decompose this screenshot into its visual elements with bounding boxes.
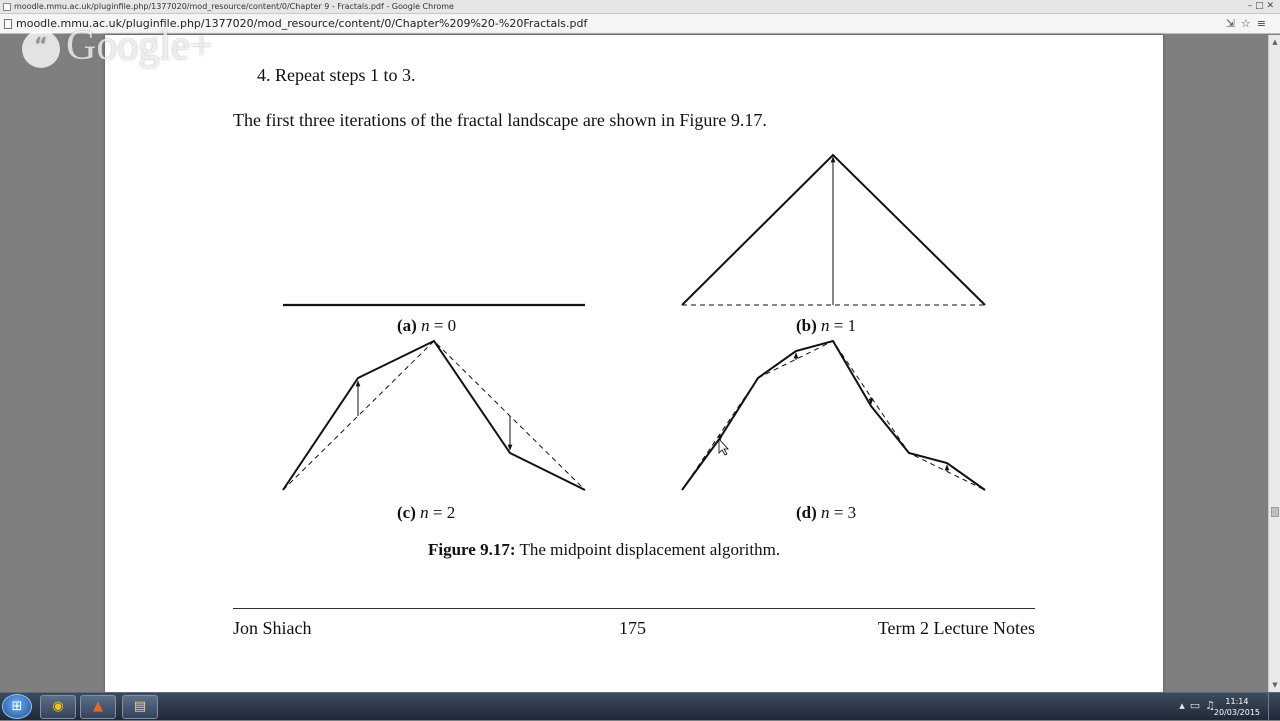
document-icon xyxy=(4,19,12,29)
landscape-line xyxy=(283,341,585,490)
matlab-icon: ▲ xyxy=(93,699,103,714)
show-desktop-button[interactable] xyxy=(1268,693,1280,721)
footer-title: Term 2 Lecture Notes xyxy=(877,618,1035,638)
url-text[interactable]: moodle.mmu.ac.uk/pluginfile.php/1377020/mod_resource/content/0/Chapter%209%20-%20Fractals.pdf xyxy=(16,17,588,30)
window-controls[interactable]: – □ ✕ xyxy=(1247,1,1274,11)
scrollbar-thumb[interactable] xyxy=(1271,507,1279,517)
windows-taskbar xyxy=(0,692,1280,720)
footer-divider xyxy=(233,608,1035,609)
google-plus-overlay xyxy=(22,22,213,72)
panel-d-caption: (d) n = 3 xyxy=(796,503,857,522)
footer-author: Jon Shiach xyxy=(233,618,312,638)
address-bar-icons[interactable]: ⇲☆≡ xyxy=(1225,17,1272,30)
chrome-icon: ◉ xyxy=(52,699,64,714)
figure-caption xyxy=(428,540,780,560)
panel-b-caption: (b) n = 1 xyxy=(796,316,857,335)
start-button[interactable] xyxy=(2,694,32,719)
vertical-scrollbar[interactable] xyxy=(1268,35,1280,692)
google-plus-logo: Google+ xyxy=(66,23,214,69)
system-tray-icons[interactable]: ▴▭♫ xyxy=(1179,699,1220,712)
scroll-up-icon[interactable]: ▲ xyxy=(1272,38,1278,46)
taskbar-matlab-button[interactable] xyxy=(80,695,116,719)
figure-caption-text: The midpoint displacement algorithm. xyxy=(519,540,781,559)
clock-time: 11:14 xyxy=(1225,697,1249,706)
window-title-bar xyxy=(0,0,1280,14)
window-title: moodle.mmu.ac.uk/pluginfile.php/1377020/mod_resource/content/0/Chapter 9 - Fractals.pdf - Google Chrome xyxy=(14,2,454,11)
taskbar-explorer-button[interactable] xyxy=(122,695,158,719)
panel-c-n2 xyxy=(283,341,585,490)
panel-d-n3 xyxy=(682,341,985,490)
intro-paragraph: The first three iterations of the fractal landscape are shown in Figure 9.17. xyxy=(233,110,767,130)
footer-page-number: 175 xyxy=(619,618,646,638)
mouse-cursor xyxy=(719,439,728,455)
panel-b-n1 xyxy=(682,155,985,305)
panel-c-caption: (c) n = 2 xyxy=(397,503,456,522)
system-clock[interactable] xyxy=(1214,696,1260,718)
page-icon xyxy=(3,3,11,11)
windows-logo-icon: ⊞ xyxy=(11,699,23,714)
clock-date: 20/03/2015 xyxy=(1213,708,1260,717)
step-4-text: 4. Repeat steps 1 to 3. xyxy=(257,65,416,85)
figure-caption-label: Figure 9.17: xyxy=(428,540,516,559)
folder-icon: ▤ xyxy=(133,699,147,714)
panel-a-caption: (a) n = 0 xyxy=(397,316,457,335)
scroll-down-icon[interactable]: ▼ xyxy=(1272,681,1278,689)
hangouts-bubble-icon: “ xyxy=(22,30,60,68)
pdf-page xyxy=(105,35,1163,692)
figure-9-17 xyxy=(105,35,1163,692)
previous-line-dashed xyxy=(682,341,985,490)
taskbar-chrome-button[interactable] xyxy=(40,695,76,719)
